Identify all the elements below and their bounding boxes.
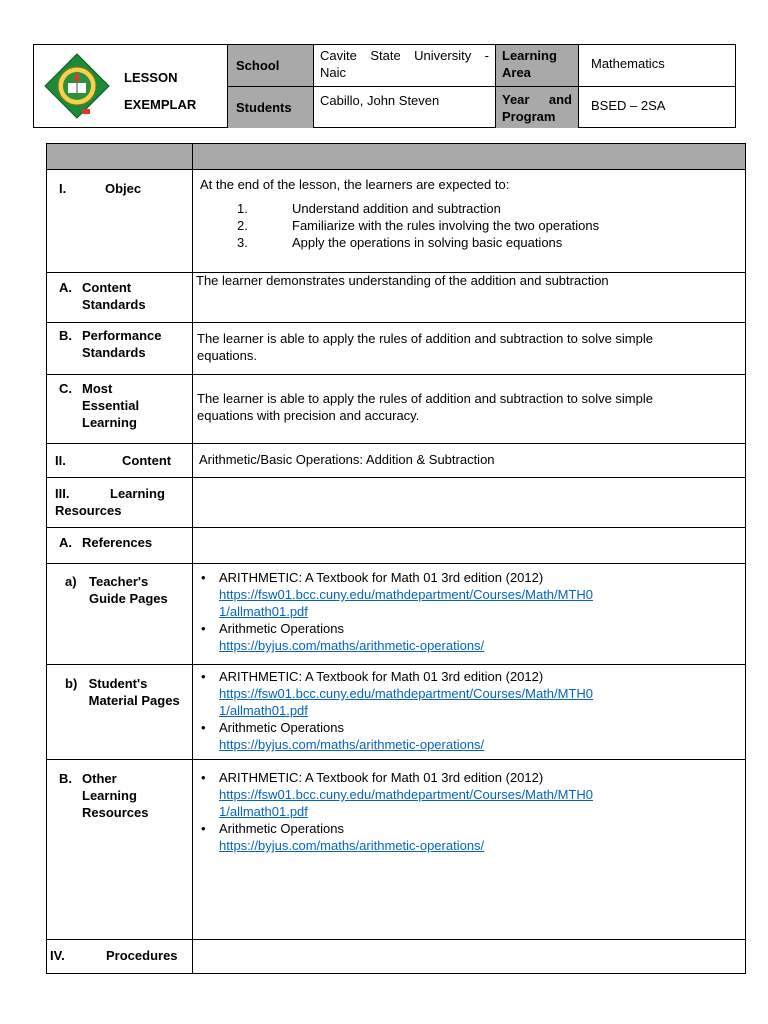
performance-standards-row (47, 323, 746, 375)
objectives-label: I. Objec (47, 170, 193, 273)
lesson-plan-table (46, 143, 746, 974)
students-material-row (47, 665, 746, 760)
list-item: 2. Familiarize with the rules involving the two operations (237, 218, 600, 233)
other-resources-row (47, 760, 746, 940)
procedures-body (193, 940, 746, 974)
essential-learning-row (47, 375, 746, 444)
performance-standards-body: The learner is able to apply the rules of addition and subtraction to solve simple equations. (193, 323, 746, 375)
bullet-icon: • (201, 669, 206, 684)
year-program-label-cell: Year and Program (495, 86, 578, 128)
school-label-cell: School (227, 45, 313, 86)
content-row (47, 444, 746, 478)
learning-resources-body (193, 478, 746, 528)
procedures-label: IV. Procedures (47, 940, 193, 974)
references-label: A. References (47, 528, 193, 564)
bullet-icon: • (201, 770, 206, 785)
list-item: • Arithmetic Operations https://byjus.com/maths/arithmetic-operations/ (193, 820, 745, 854)
procedures-row (47, 940, 746, 974)
performance-standards-label: B. Performance Standards (47, 323, 193, 375)
bullet-icon: • (201, 621, 206, 636)
bullet-icon: • (201, 821, 206, 836)
other-resources-reference-list (193, 760, 745, 854)
list-item: • Arithmetic Operations https://byjus.com/maths/arithmetic-operations/ (193, 719, 745, 753)
students-material-reference-list (193, 665, 745, 753)
learning-resources-row (47, 478, 746, 528)
teachers-guide-reference-list (193, 564, 745, 654)
teachers-guide-row (47, 564, 746, 665)
list-item: • ARITHMETIC: A Textbook for Math 01 3rd edition (2012) https://fsw01.bcc.cuny.edu/mathdepartment/Courses/Math/MTH01/allmath01.pdf (193, 668, 745, 719)
lesson-header (33, 44, 736, 128)
objectives-body (193, 170, 746, 273)
lesson-exemplar-title: LESSON EXEMPLAR (124, 70, 197, 112)
reference-link[interactable]: https://byjus.com/maths/arithmetic-operations/ (219, 638, 485, 653)
school-value-cell: Cavite State University - Naic (313, 45, 495, 86)
header-right-cell (193, 144, 746, 170)
objectives-row (47, 170, 746, 273)
learning-area-label-cell: Learning Area (495, 45, 578, 86)
objectives-intro: At the end of the lesson, the learners are expected to: (200, 177, 510, 192)
content-standards-body: The learner demonstrates understanding of the addition and subtraction (193, 273, 746, 323)
year-program-value-cell: BSED – 2SA (578, 86, 736, 128)
reference-link[interactable]: https://fsw01.bcc.cuny.edu/mathdepartment/Courses/Math/MTH01/allmath01.pdf (219, 787, 594, 819)
bullet-icon: • (201, 570, 206, 585)
essential-learning-label: C. Most Essential Learning (47, 375, 193, 444)
list-item: • Arithmetic Operations https://byjus.com/maths/arithmetic-operations/ (193, 620, 745, 654)
other-resources-label: B. Other Learning Resources (47, 760, 193, 940)
reference-link[interactable]: https://byjus.com/maths/arithmetic-operations/ (219, 737, 485, 752)
essential-learning-body: The learner is able to apply the rules of addition and subtraction to solve simple equations with precision and accuracy. (193, 375, 746, 444)
objectives-list (200, 200, 745, 251)
teachers-guide-body (193, 564, 746, 665)
reference-link[interactable]: https://fsw01.bcc.cuny.edu/mathdepartment/Courses/Math/MTH01/allmath01.pdf (219, 686, 594, 718)
list-item: 1. Understand addition and subtraction (237, 201, 501, 216)
table-header-row (47, 144, 746, 170)
reference-link[interactable]: https://byjus.com/maths/arithmetic-operations/ (219, 838, 485, 853)
students-value-cell: Cabillo, John Steven (313, 86, 495, 128)
header-left-cell (47, 144, 193, 170)
university-seal-logo (44, 53, 110, 119)
references-row (47, 528, 746, 564)
content-body: Arithmetic/Basic Operations: Addition & Subtraction (193, 444, 746, 478)
learning-area-value-cell: Mathematics (578, 45, 736, 86)
students-label-cell: Students (227, 86, 313, 128)
other-resources-body (193, 760, 746, 940)
list-item: • ARITHMETIC: A Textbook for Math 01 3rd edition (2012) https://fsw01.bcc.cuny.edu/mathdepartment/Courses/Math/MTH01/allmath01.pdf (193, 569, 745, 620)
references-body (193, 528, 746, 564)
students-material-body (193, 665, 746, 760)
list-item: 3. Apply the operations in solving basic equations (237, 235, 563, 250)
teachers-guide-label: a) Teacher's Guide Pages (47, 564, 193, 665)
content-label: II. Content (47, 444, 193, 478)
learning-resources-label: III. Learning Resources (47, 478, 193, 528)
reference-link[interactable]: https://fsw01.bcc.cuny.edu/mathdepartment/Courses/Math/MTH01/allmath01.pdf (219, 587, 594, 619)
content-standards-row (47, 273, 746, 323)
content-standards-label: A. Content Standards (47, 273, 193, 323)
students-material-label: b) Student's Material Pages (47, 665, 193, 760)
bullet-icon: • (201, 720, 206, 735)
list-item: • ARITHMETIC: A Textbook for Math 01 3rd edition (2012) https://fsw01.bcc.cuny.edu/mathdepartment/Courses/Math/MTH01/allmath01.pdf (193, 769, 745, 820)
